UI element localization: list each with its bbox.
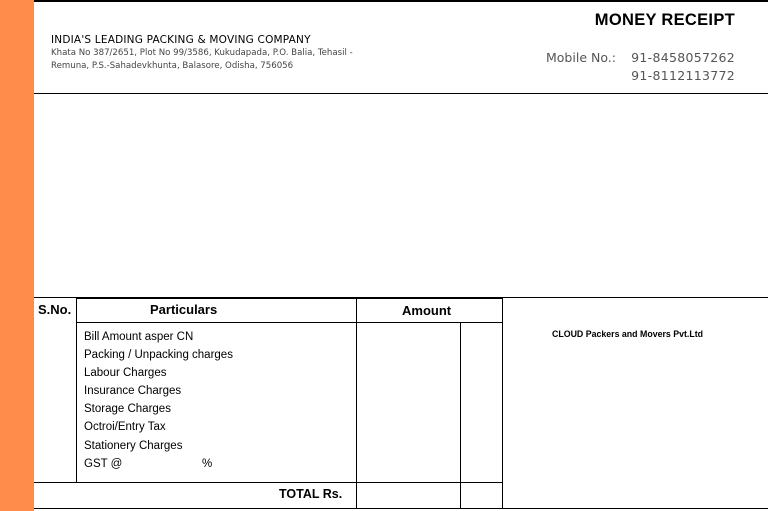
list-item: Octroi/Entry Tax [84,421,166,433]
header-bottom-line [76,322,503,323]
list-item: Insurance Charges [84,385,182,397]
amount-right-line [502,297,503,509]
company-name: CLOUD Packers and Movers Pvt.Ltd [552,329,704,339]
sno-divider [76,297,77,483]
amount-divider [460,322,461,509]
side-accent-bar [0,0,34,511]
list-item: Stationery Charges [84,440,183,452]
company-tagline: INDIA'S LEADING PACKING & MOVING COMPANY [51,34,311,46]
table-bottom-line [34,508,768,509]
items-bottom-line [34,482,503,483]
col-amount-header: Amount [402,303,452,318]
top-divider [34,0,768,2]
phone-number-2: 91-8112113772 [631,68,735,83]
list-item: Bill Amount asper CN [84,331,194,343]
total-label: TOTAL Rs. [279,487,343,501]
list-item: Packing / Unpacking charges [84,349,233,361]
gst-percent-sign: % [202,458,213,470]
list-item: GST @ [84,458,123,470]
mobile-label: Mobile No.: [546,50,616,65]
list-item: Labour Charges [84,367,167,379]
header-divider [34,93,768,94]
page-title: MONEY RECEIPT [594,11,735,29]
particulars-box-top [76,297,503,299]
company-address: Khata No 387/2651, Plot No 99/3586, Kukudapada, P.O. Balia, Tehasil - Remuna, P.S.-Sahadevkhunta, Balasore, Odisha, 756056 [51,48,353,71]
phone-number-1: 91-8458057262 [631,50,735,65]
col-particulars-header: Particulars [150,302,218,317]
list-item: Storage Charges [84,403,171,415]
col-sno-header: S.No. [38,302,72,317]
particulars-divider [356,297,357,509]
